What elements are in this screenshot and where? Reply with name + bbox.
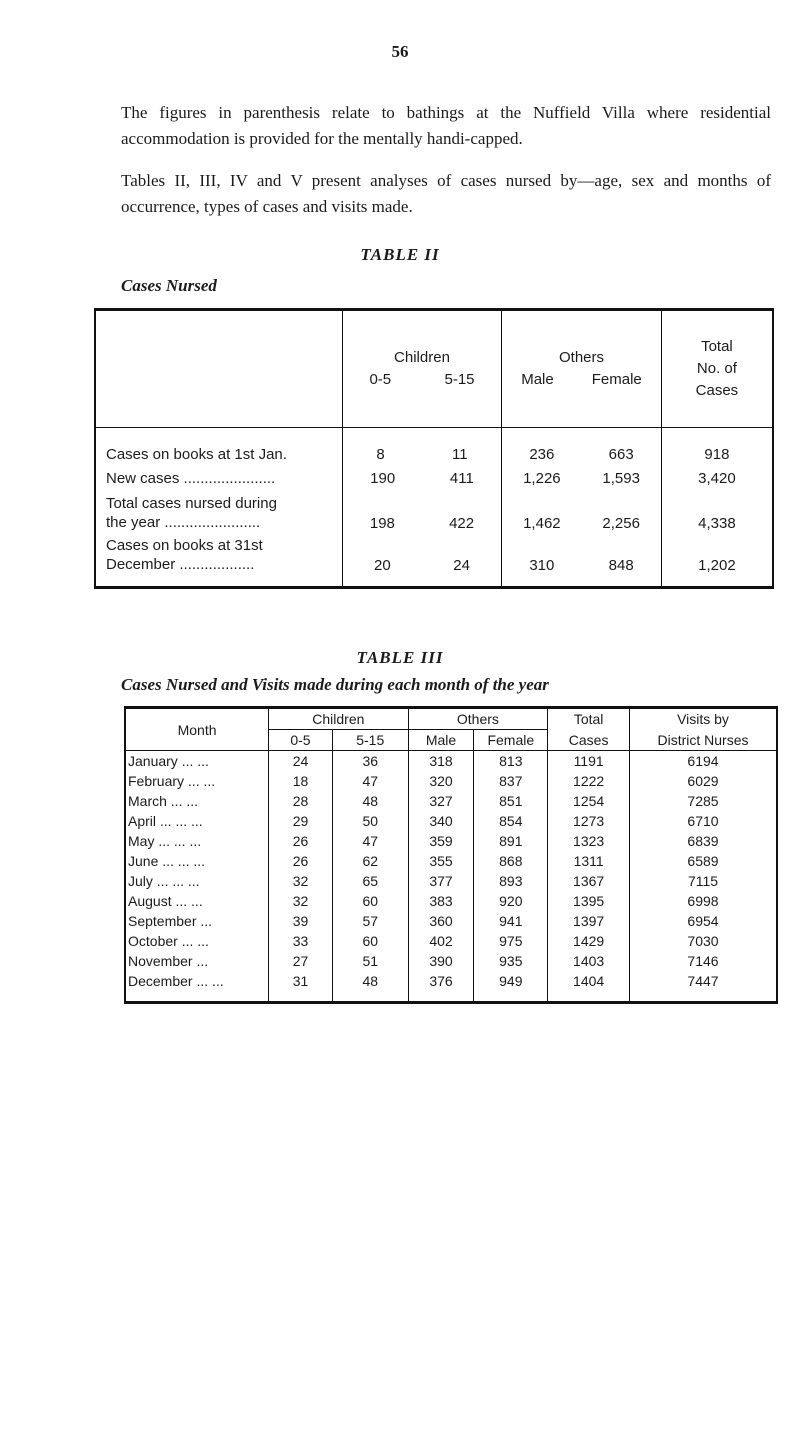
cell-month: January ... ... [128, 753, 209, 769]
cell-male: 383 [408, 891, 474, 911]
header-male: Male [408, 730, 474, 751]
table-row [125, 911, 777, 931]
table-ii-caption: TABLE II [360, 245, 440, 264]
row-label-line2: the year ....................... [106, 514, 261, 531]
cell-total: 1191 [548, 751, 630, 772]
cell-5-15: 65 [332, 871, 408, 891]
cell-0-5: 39 [269, 911, 333, 931]
page-number: 56 [391, 42, 409, 61]
cell-male: 318 [408, 751, 474, 772]
cell-male: 376 [408, 971, 474, 1003]
cell-male: 355 [408, 851, 474, 871]
cell-month: November ... [128, 953, 209, 969]
cell-month: August ... ... [128, 893, 203, 909]
cell-female: 941 [474, 911, 548, 931]
intro-paragraph-parenthesis-note: The figures in parenthesis relate to bathings at the Nuffield Villa where residential accommodation is provided for the mentally handi-capped. [121, 103, 771, 148]
cell-total: 1395 [548, 891, 630, 911]
header-total-cases [661, 310, 773, 428]
cell-visits: 7146 [630, 951, 778, 971]
cell-total: 1429 [548, 931, 630, 951]
cell-visits: 6029 [630, 771, 778, 791]
cell-male: 402 [408, 931, 474, 951]
cell-0-5: 32 [269, 891, 333, 911]
header-female: Female [474, 730, 548, 751]
cell-female: 854 [474, 811, 548, 831]
header-visits-line2: District Nurses [630, 730, 778, 751]
cell-0-5: 198 [369, 515, 395, 532]
cell-female: 975 [474, 931, 548, 951]
header-age-0-5: 0-5 [269, 730, 333, 751]
intro-paragraph-tables-overview: Tables II, III, IV and V present analyses of cases nursed by—age, sex and months of occurrence, types of cases and visits made. [121, 171, 771, 216]
cell-visits: 6194 [630, 751, 778, 772]
header-blank [95, 310, 342, 428]
cell-0-5: 33 [269, 931, 333, 951]
cell-female: 891 [474, 831, 548, 851]
table-row [125, 791, 777, 811]
cell-male: 360 [408, 911, 474, 931]
table-row [95, 428, 773, 467]
cell-total: 1311 [548, 851, 630, 871]
header-others [502, 310, 662, 428]
monthly-cases-visits-table [124, 706, 778, 1004]
header-age-5-15: 5-15 [444, 371, 475, 388]
row-label-line2: December .................. [106, 556, 255, 573]
cell-female: 868 [474, 851, 548, 871]
cell-total: 1404 [548, 971, 630, 1003]
header-others: Others [408, 708, 548, 730]
header-male: Male [521, 371, 554, 388]
cell-visits: 6954 [630, 911, 778, 931]
cell-male: 310 [529, 557, 555, 574]
cell-5-15: 50 [332, 811, 408, 831]
cell-female: 893 [474, 871, 548, 891]
cell-total: 1397 [548, 911, 630, 931]
table-row [125, 951, 777, 971]
cell-month: May ... ... ... [128, 833, 202, 849]
header-total-line3: Cases [695, 382, 739, 399]
row-label-line1: Cases on books at 31st [106, 537, 263, 554]
header-female: Female [591, 371, 642, 388]
header-total-line2: Cases [548, 730, 630, 751]
cell-female: 935 [474, 951, 548, 971]
cell-5-15: 51 [332, 951, 408, 971]
cell-total: 1222 [548, 771, 630, 791]
header-total-line1: Total [548, 708, 630, 730]
table-iii-caption: TABLE III [356, 648, 444, 667]
cell-total: 1367 [548, 871, 630, 891]
cell-visits: 6710 [630, 811, 778, 831]
cell-total: 918 [661, 428, 773, 467]
header-age-0-5: 0-5 [369, 371, 392, 388]
table-row [95, 532, 773, 588]
cell-0-5: 26 [269, 851, 333, 871]
cell-female: 2,256 [602, 515, 640, 532]
cell-visits: 6589 [630, 851, 778, 871]
cell-0-5: 18 [269, 771, 333, 791]
table-row [125, 971, 777, 1003]
row-label-line1: Total cases nursed during [106, 495, 277, 512]
cell-0-5: 24 [269, 751, 333, 772]
header-children [342, 310, 501, 428]
cell-month: October ... ... [128, 933, 209, 949]
cell-0-5: 20 [374, 557, 391, 574]
cell-male: 359 [408, 831, 474, 851]
table-row [125, 771, 777, 791]
cell-male: 390 [408, 951, 474, 971]
cell-visits: 6839 [630, 831, 778, 851]
cell-5-15: 11 [452, 445, 468, 463]
cell-female: 848 [608, 557, 634, 574]
cell-5-15: 422 [449, 515, 475, 532]
cell-0-5: 29 [269, 811, 333, 831]
row-label [95, 490, 342, 532]
cell-5-15: 47 [332, 831, 408, 851]
cell-5-15: 60 [332, 931, 408, 951]
cell-total: 1273 [548, 811, 630, 831]
cell-month: July ... ... ... [128, 873, 200, 889]
cell-male: 377 [408, 871, 474, 891]
table-header-row [125, 708, 777, 730]
cell-female: 663 [608, 445, 634, 463]
header-age-5-15: 5-15 [332, 730, 408, 751]
table-row [125, 831, 777, 851]
cell-5-15: 48 [332, 791, 408, 811]
cell-male: 327 [408, 791, 474, 811]
cell-total: 1,202 [661, 532, 773, 588]
cell-5-15: 411 [449, 469, 474, 487]
cell-male: 340 [408, 811, 474, 831]
cell-5-15: 62 [332, 851, 408, 871]
cell-visits: 7115 [630, 871, 778, 891]
header-month: Month [125, 708, 269, 751]
cell-5-15: 48 [332, 971, 408, 1003]
cell-0-5: 8 [376, 445, 385, 463]
header-others-label: Others [559, 349, 605, 366]
table-row [125, 891, 777, 911]
cell-male: 236 [529, 445, 555, 463]
cell-visits: 7030 [630, 931, 778, 951]
table-ii-subtitle: Cases Nursed [121, 276, 217, 295]
table-row [125, 811, 777, 831]
cell-female: 837 [474, 771, 548, 791]
header-children: Children [269, 708, 409, 730]
cell-5-15: 57 [332, 911, 408, 931]
cell-month: September ... [128, 913, 213, 929]
cell-0-5: 26 [269, 831, 333, 851]
cell-male: 320 [408, 771, 474, 791]
cell-month: June ... ... ... [128, 853, 206, 869]
row-label: New cases ...................... [106, 469, 276, 487]
table-row [95, 466, 773, 490]
header-visits-line1: Visits by [630, 708, 778, 730]
cell-female: 920 [474, 891, 548, 911]
cell-female: 949 [474, 971, 548, 1003]
cell-female: 813 [474, 751, 548, 772]
cell-female: 851 [474, 791, 548, 811]
header-total-line1: Total [701, 338, 733, 355]
cell-5-15: 60 [332, 891, 408, 911]
header-children-label: Children [394, 349, 450, 366]
table-row [125, 851, 777, 871]
cell-visits: 7285 [630, 791, 778, 811]
cell-total: 4,338 [661, 490, 773, 532]
cell-male: 1,226 [523, 469, 561, 487]
cell-month: March ... ... [128, 793, 199, 809]
row-label: Cases on books at 1st Jan. [106, 445, 287, 463]
row-label [95, 532, 342, 588]
table-row [125, 871, 777, 891]
header-total-line2: No. of [696, 360, 737, 377]
cell-0-5: 190 [370, 469, 396, 487]
cell-total: 3,420 [661, 466, 773, 490]
cell-month: April ... ... ... [128, 813, 203, 829]
table-row [95, 490, 773, 532]
cell-total: 1403 [548, 951, 630, 971]
cell-5-15: 36 [332, 751, 408, 772]
table-row [125, 751, 777, 772]
cell-visits: 7447 [630, 971, 778, 1003]
cell-total: 1323 [548, 831, 630, 851]
cell-month: February ... ... [128, 773, 216, 789]
cell-female: 1,593 [602, 469, 640, 487]
cell-total: 1254 [548, 791, 630, 811]
table-iii-subtitle: Cases Nursed and Visits made during each month of the year [121, 675, 549, 694]
cell-5-15: 47 [332, 771, 408, 791]
cell-month: December ... ... [128, 973, 224, 989]
cell-male: 1,462 [523, 515, 561, 532]
cell-0-5: 31 [269, 971, 333, 1003]
cell-0-5: 28 [269, 791, 333, 811]
table-header-row [95, 310, 773, 428]
table-row [125, 931, 777, 951]
cell-0-5: 27 [269, 951, 333, 971]
cell-5-15: 24 [453, 557, 470, 574]
cell-visits: 6998 [630, 891, 778, 911]
cases-nursed-table [94, 308, 774, 589]
cell-0-5: 32 [269, 871, 333, 891]
